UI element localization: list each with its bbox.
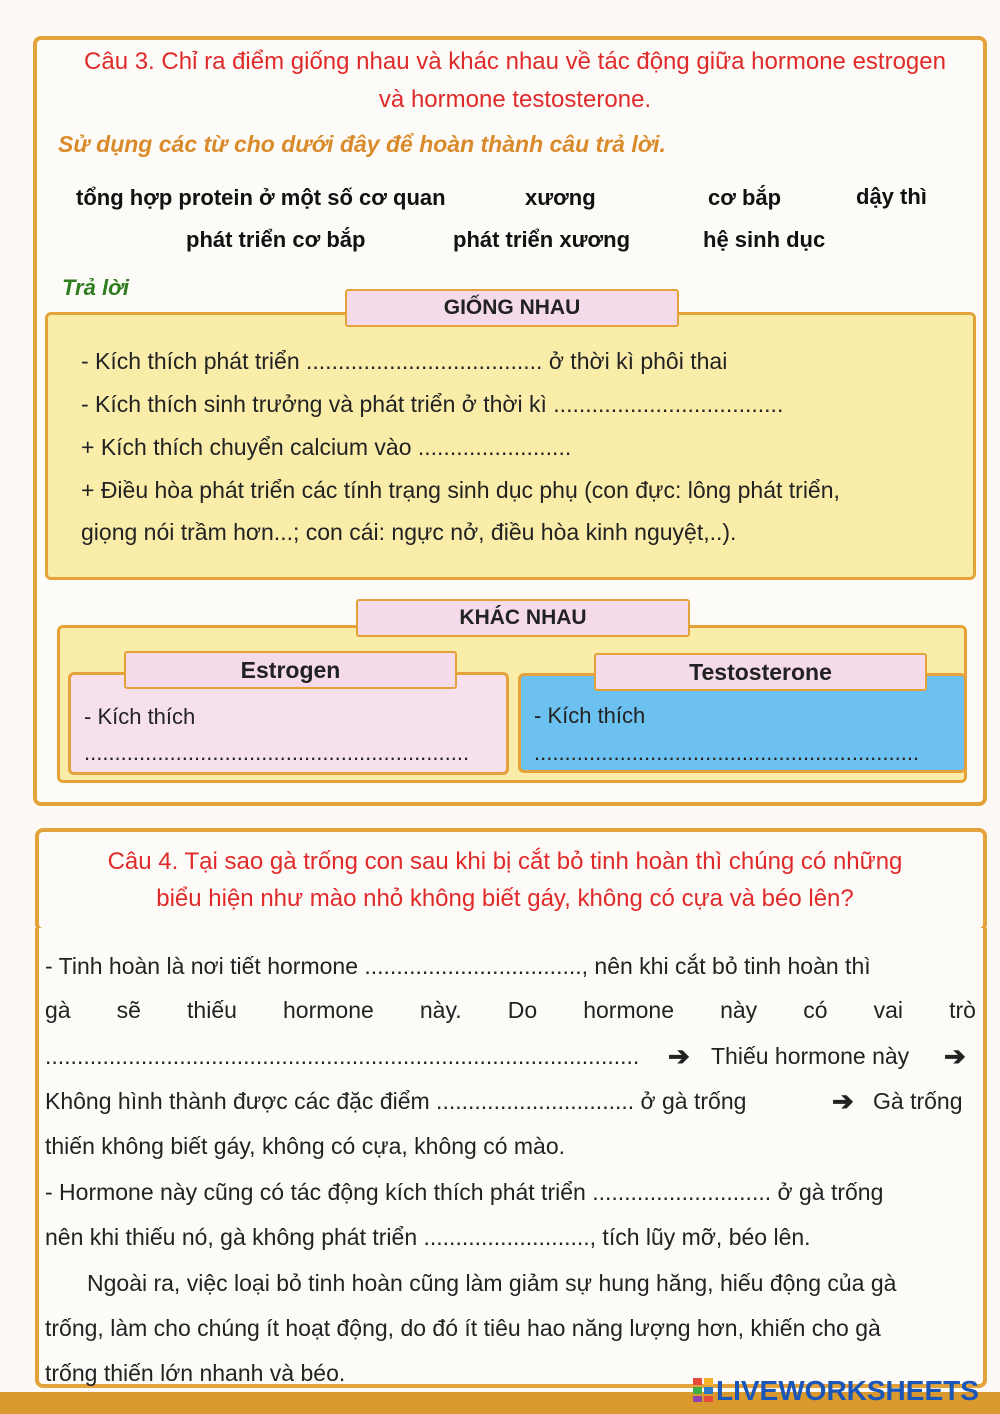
word-bank-item: xương (525, 185, 596, 210)
similar-line: - Kích thích sinh trưởng và phát triển ở thời kì .................................... (81, 391, 784, 417)
q4-para2-line2: nên khi thiếu nó, gà không phát triển .........................., tích lũy mỡ, béo lên. (45, 1224, 811, 1250)
estrogen-line1: - Kích thích (84, 704, 196, 729)
word: hormone (583, 997, 674, 1023)
similarities-heading: GIỐNG NHAU (345, 289, 679, 327)
q4-para1-line4-end: Gà trống (873, 1088, 963, 1114)
q4-para3-line2: trống, làm cho chúng ít hoạt động, do đó ít tiêu hao năng lượng hơn, khiến cho gà (45, 1315, 881, 1341)
estrogen-blank[interactable]: ............................................................... (84, 740, 470, 765)
word-bank-item: phát triển xương (453, 227, 631, 252)
differences-heading: KHÁC NHAU (356, 599, 690, 637)
word: trò (949, 997, 976, 1023)
word: này. (419, 997, 462, 1023)
similar-line: - Kích thích phát triển ..................................... ở thời kì phôi thai (81, 348, 728, 374)
question-4-header (35, 828, 987, 932)
liveworksheets-logo[interactable]: LIVEWORKSHEETS (716, 1375, 979, 1406)
answer-label: Trả lời (62, 275, 129, 300)
testosterone-heading: Testosterone (594, 653, 927, 691)
testosterone-blank[interactable]: ............................................................... (534, 740, 920, 765)
word-bank-item: hệ sinh dục (703, 227, 826, 252)
liveworksheets-logo-icon (693, 1378, 713, 1402)
word-bank-item: phát triển cơ bắp (186, 227, 366, 252)
word: Do (507, 997, 538, 1023)
q4-para3-line3: trống thiến lớn nhanh và béo. (45, 1360, 346, 1386)
testosterone-line1: - Kích thích (534, 703, 646, 728)
question-3-title-line1: Câu 3. Chỉ ra điểm giống nhau và khác nhau về tác động giữa hormone estrogen (84, 48, 946, 75)
question-4-title-line2: biểu hiện như mào nhỏ không biết gáy, không có cựa và béo lên? (156, 885, 854, 912)
q4-blank[interactable]: ............................................................................................. (45, 1043, 640, 1069)
similar-line: + Điều hòa phát triển các tính trạng sinh dục phụ (con đực: lông phát triển, (81, 477, 840, 503)
similar-line: + Kích thích chuyển calcium vào ........................ (81, 434, 572, 460)
q4-para1-line1: - Tinh hoàn là nơi tiết hormone .................................., nên khi cắt bỏ tinh hoàn thì (45, 953, 871, 979)
arrow-right-icon: ➔ (832, 1086, 854, 1116)
word: này (720, 997, 758, 1023)
question-4-title-line1: Câu 4. Tại sao gà trống con sau khi bị cắt bỏ tinh hoàn thì chúng có những (107, 848, 903, 875)
q4-para1-line2 (45, 997, 976, 1024)
q4-para1-line5: thiến không biết gáy, không có cựa, không có mào. (45, 1133, 566, 1159)
word: có (803, 997, 828, 1023)
q4-para3-line1: Ngoài ra, việc loại bỏ tinh hoàn cũng làm giảm sự hung hăng, hiếu động của gà (87, 1270, 897, 1296)
word-bank-item: dậy thì (856, 184, 927, 209)
q4-para2-line1: - Hormone này cũng có tác động kích thích phát triển ............................ ở gà trống (45, 1179, 884, 1205)
q4-para1-line4: Không hình thành được các đặc điểm ............................... ở gà trống (45, 1088, 747, 1114)
word: sẽ (116, 997, 141, 1023)
similar-line: giọng nói trầm hơn...; con cái: ngực nở, điều hòa kinh nguyệt,..). (81, 519, 737, 545)
estrogen-heading: Estrogen (124, 651, 457, 689)
word-bank-item: tổng hợp protein ở một số cơ quan (76, 185, 446, 210)
arrow-right-icon: ➔ (944, 1041, 966, 1071)
word: gà (45, 997, 71, 1023)
arrow-right-icon: ➔ (668, 1041, 690, 1071)
q4-para1-line3-text: Thiếu hormone này (711, 1043, 910, 1069)
word: thiếu (187, 997, 237, 1023)
word: hormone (283, 997, 374, 1023)
instruction: Sử dụng các từ cho dưới đây để hoàn thành câu trả lời. (58, 131, 666, 157)
question-3-title-line2: và hormone testosterone. (378, 86, 652, 113)
word-bank-item: cơ bắp (708, 185, 782, 210)
word: vai (873, 997, 904, 1023)
